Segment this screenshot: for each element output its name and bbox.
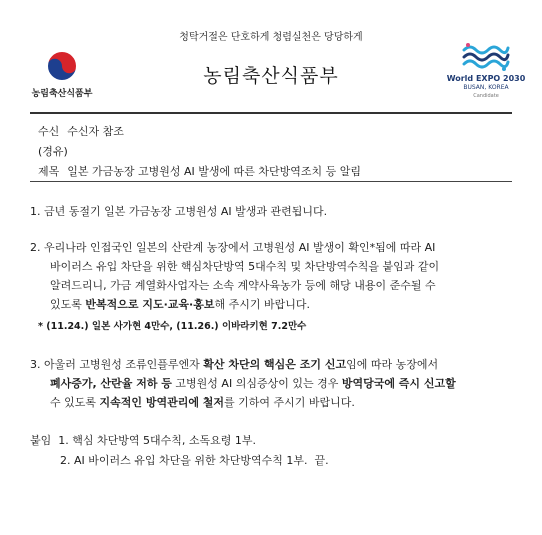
attachment-1 bbox=[30, 432, 256, 448]
attachment-label: 붙임 bbox=[30, 434, 52, 447]
paragraph-3-emphasis-4: 지속적인 방역관리에 철저 bbox=[99, 396, 225, 409]
paragraph-2 bbox=[30, 238, 512, 314]
recipient-label: 수신 bbox=[38, 125, 60, 138]
attachment-2-text: 2. AI 바이러스 유입 차단을 위한 차단방역수칙 1부. bbox=[60, 454, 308, 467]
paragraph-3-line-2 bbox=[30, 374, 512, 393]
subject-label: 제목 bbox=[38, 165, 60, 178]
paragraph-3 bbox=[30, 355, 512, 412]
expo-title: World EXPO 2030 bbox=[446, 74, 526, 83]
subject-line bbox=[38, 163, 361, 179]
expo-candidate: Candidate bbox=[473, 93, 499, 99]
paragraph-3-emphasis-3: 방역당국에 즉시 신고할 bbox=[341, 377, 456, 390]
attachment-2 bbox=[60, 452, 329, 468]
paragraph-2-line-2: 바이러스 유입 차단을 위한 핵심차단방역 5대수칙 및 차단방역수칙을 붙임과 같이 bbox=[50, 260, 440, 273]
paragraph-3-line-1-c: 임에 따라 농장에서 bbox=[346, 358, 439, 371]
recipient-line bbox=[38, 123, 124, 139]
end-mark: 끝. bbox=[314, 454, 329, 467]
expo-location: BUSAN, KOREA bbox=[463, 84, 509, 91]
paragraph-3-line-2-b: 고병원성 AI 의심증상이 있는 경우 bbox=[171, 377, 342, 390]
paragraph-3-line-3-a: 수 있도록 bbox=[50, 396, 100, 409]
paragraph-3-emphasis-1: 확산 차단의 핵심은 조기 신고 bbox=[203, 358, 347, 371]
paragraph-1-text: 1. 금년 동절기 일본 가금농장 고병원성 AI 발생과 관련됩니다. bbox=[30, 205, 328, 218]
subject-divider bbox=[30, 181, 512, 182]
paragraph-3-line-3 bbox=[30, 393, 512, 412]
paragraph-2-line-4-c: 해 주시기 바랍니다. bbox=[214, 298, 310, 311]
paragraph-3-line-1 bbox=[30, 355, 512, 374]
ministry-logo-label: 농림축산식품부 bbox=[31, 89, 93, 99]
paragraph-2-line-1: 2. 우리나라 인접국인 일본의 산란계 농장에서 고병원성 AI 발생이 확인*됨에 따라 AI bbox=[30, 241, 436, 254]
world-expo-logo bbox=[446, 42, 526, 102]
paragraph-3-line-1-a: 3. 아울러 고병원성 조류인플루엔자 bbox=[30, 358, 204, 371]
paragraph-2-line-3: 알려드리니, 가금 계열화사업자는 소속 계약사육농가 등에 해당 내용이 준수될 수 bbox=[50, 279, 436, 292]
organization-title: 농림축산식품부 bbox=[203, 65, 339, 87]
paragraph-2-line-4 bbox=[30, 295, 512, 314]
footnote: * (11.24.) 일본 사가현 4만수, (11.26.) 이바라키현 7.2만수 bbox=[38, 321, 307, 332]
attachment-1-text: 1. 핵심 차단방역 5대수칙, 소독요령 1부. bbox=[58, 434, 256, 447]
header-divider bbox=[30, 112, 512, 114]
slogan: 청탁거절은 단호하게 청렴실천은 당당하게 bbox=[179, 32, 363, 43]
recipient-value: 수신자 참조 bbox=[67, 125, 124, 138]
paragraph-2-line-4-a: 있도록 bbox=[50, 298, 86, 311]
subject-value: 일본 가금농장 고병원성 AI 발생에 따른 차단방역조치 등 알림 bbox=[67, 165, 362, 178]
paragraph-2-emphasis: 반복적으로 지도·교육·홍보 bbox=[85, 298, 215, 311]
world-expo-emblem-icon bbox=[460, 42, 512, 72]
paragraph-3-emphasis-2: 폐사증가, 산란율 저하 등 bbox=[50, 377, 172, 390]
paragraph-1 bbox=[30, 202, 512, 221]
via-line: (경유) bbox=[38, 145, 68, 158]
paragraph-3-line-3-c: 를 기하여 주시기 바랍니다. bbox=[224, 396, 355, 409]
